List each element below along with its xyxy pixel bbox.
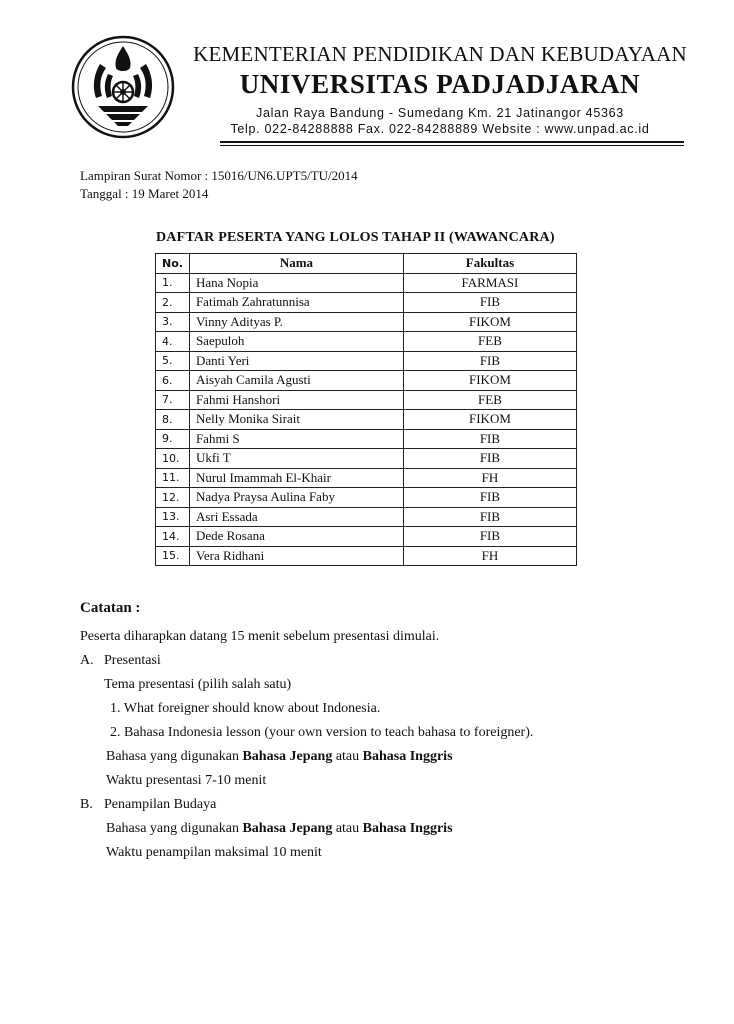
table-row [156, 351, 577, 371]
table-row [156, 449, 577, 469]
cell-fakultas: FIB [403, 449, 576, 469]
cell-no: 13. [156, 507, 190, 527]
cell-fakultas: FH [403, 468, 576, 488]
notes-section [80, 600, 680, 865]
section-a-lang-2: Bahasa Inggris [362, 749, 453, 764]
cell-nama: Fahmi Hanshori [189, 390, 403, 410]
cell-fakultas: FIB [403, 527, 576, 547]
cell-no: 11. [156, 468, 190, 488]
table-row [156, 293, 577, 313]
table-row [156, 488, 577, 508]
cell-nama: Fatimah Zahratunnisa [189, 293, 403, 313]
section-a-lang-prefix: Bahasa yang digunakan [106, 749, 243, 764]
section-a-heading [80, 649, 680, 673]
cell-no: 12. [156, 488, 190, 508]
letter-date: Tanggal : 19 Maret 2014 [80, 186, 209, 201]
cell-fakultas: FEB [403, 390, 576, 410]
header-no: No. [156, 254, 190, 274]
university-address: Jalan Raya Bandung - Sumedang Km. 21 Jatinangor 45363 [256, 106, 624, 120]
cell-fakultas: FH [403, 546, 576, 566]
cell-fakultas: FIB [403, 351, 576, 371]
header-rule-thick [220, 141, 684, 143]
university-seal-logo [70, 34, 176, 140]
cell-fakultas: FARMASI [403, 273, 576, 293]
cell-nama: Saepuloh [189, 332, 403, 352]
table-row [156, 546, 577, 566]
cell-no: 3. [156, 312, 190, 332]
cell-nama: Hana Nopia [189, 273, 403, 293]
participants-table [155, 253, 577, 566]
cell-fakultas: FIKOM [403, 312, 576, 332]
table-row [156, 410, 577, 430]
table-row [156, 371, 577, 391]
section-a-language [80, 745, 680, 769]
header-nama: Nama [189, 254, 403, 274]
cell-nama: Vera Ridhani [189, 546, 403, 566]
header-rule-thin [220, 145, 684, 146]
section-b-lang-or: atau [332, 821, 363, 836]
header-fakultas: Fakultas [403, 254, 576, 274]
table-title: DAFTAR PESERTA YANG LOLOS TAHAP II (WAWANCARA) [156, 230, 555, 245]
cell-fakultas: FIKOM [403, 371, 576, 391]
cell-nama: Ukfi T [189, 449, 403, 469]
cell-no: 4. [156, 332, 190, 352]
section-b-lang-prefix: Bahasa yang digunakan [106, 821, 243, 836]
table-row [156, 527, 577, 547]
section-a-option-1: 1. What foreigner should know about Indonesia. [110, 701, 381, 716]
cell-nama: Nadya Praysa Aulina Faby [189, 488, 403, 508]
section-a-label: Presentasi [104, 653, 161, 668]
cell-fakultas: FIB [403, 429, 576, 449]
cell-nama: Fahmi S [189, 429, 403, 449]
table-row [156, 429, 577, 449]
table-row [156, 507, 577, 527]
cell-no: 6. [156, 371, 190, 391]
cell-no: 7. [156, 390, 190, 410]
cell-no: 10. [156, 449, 190, 469]
section-b-marker: B. [80, 797, 93, 812]
cell-fakultas: FIB [403, 293, 576, 313]
cell-no: 8. [156, 410, 190, 430]
cell-no: 1. [156, 273, 190, 293]
section-a-time: Waktu presentasi 7-10 menit [106, 773, 267, 788]
section-b-lang-2: Bahasa Inggris [362, 821, 453, 836]
section-a-lang-1: Bahasa Jepang [242, 749, 333, 764]
table-row [156, 273, 577, 293]
table-row [156, 468, 577, 488]
table-header-row [156, 254, 577, 274]
cell-no: 15. [156, 546, 190, 566]
section-b-language [80, 817, 680, 841]
letter-number: Lampiran Surat Nomor : 15016/UN6.UPT5/TU/2014 [80, 168, 358, 183]
notes-intro: Peserta diharapkan datang 15 menit sebelum presentasi dimulai. [80, 629, 440, 644]
cell-fakultas: FIB [403, 488, 576, 508]
cell-no: 14. [156, 527, 190, 547]
section-a-theme: Tema presentasi (pilih salah satu) [104, 677, 292, 692]
university-contact: Telp. 022-84288888 Fax. 022-84288889 Website : www.unpad.ac.id [230, 122, 650, 136]
section-a-option-2: 2. Bahasa Indonesia lesson (your own version to teach bahasa to foreigner). [110, 725, 534, 740]
section-b-time: Waktu penampilan maksimal 10 menit [106, 845, 322, 860]
section-a-marker: A. [80, 653, 94, 668]
cell-nama: Nurul Imammah El-Khair [189, 468, 403, 488]
section-b-label: Penampilan Budaya [104, 797, 217, 812]
cell-nama: Danti Yeri [189, 351, 403, 371]
cell-no: 5. [156, 351, 190, 371]
cell-no: 9. [156, 429, 190, 449]
section-b-lang-1: Bahasa Jepang [242, 821, 333, 836]
cell-fakultas: FEB [403, 332, 576, 352]
university-name: UNIVERSITAS PADJADJARAN [239, 69, 641, 99]
section-b-heading [80, 793, 680, 817]
section-a-lang-or: atau [332, 749, 363, 764]
table-row [156, 390, 577, 410]
table-row [156, 312, 577, 332]
cell-nama: Asri Essada [189, 507, 403, 527]
cell-fakultas: FIB [403, 507, 576, 527]
ministry-name: KEMENTERIAN PENDIDIKAN DAN KEBUDAYAAN [193, 42, 687, 66]
cell-nama: Vinny Adityas P. [189, 312, 403, 332]
notes-title: Catatan : [80, 600, 141, 616]
cell-no: 2. [156, 293, 190, 313]
cell-nama: Nelly Monika Sirait [189, 410, 403, 430]
table-row [156, 332, 577, 352]
cell-nama: Aisyah Camila Agusti [189, 371, 403, 391]
cell-nama: Dede Rosana [189, 527, 403, 547]
cell-fakultas: FIKOM [403, 410, 576, 430]
